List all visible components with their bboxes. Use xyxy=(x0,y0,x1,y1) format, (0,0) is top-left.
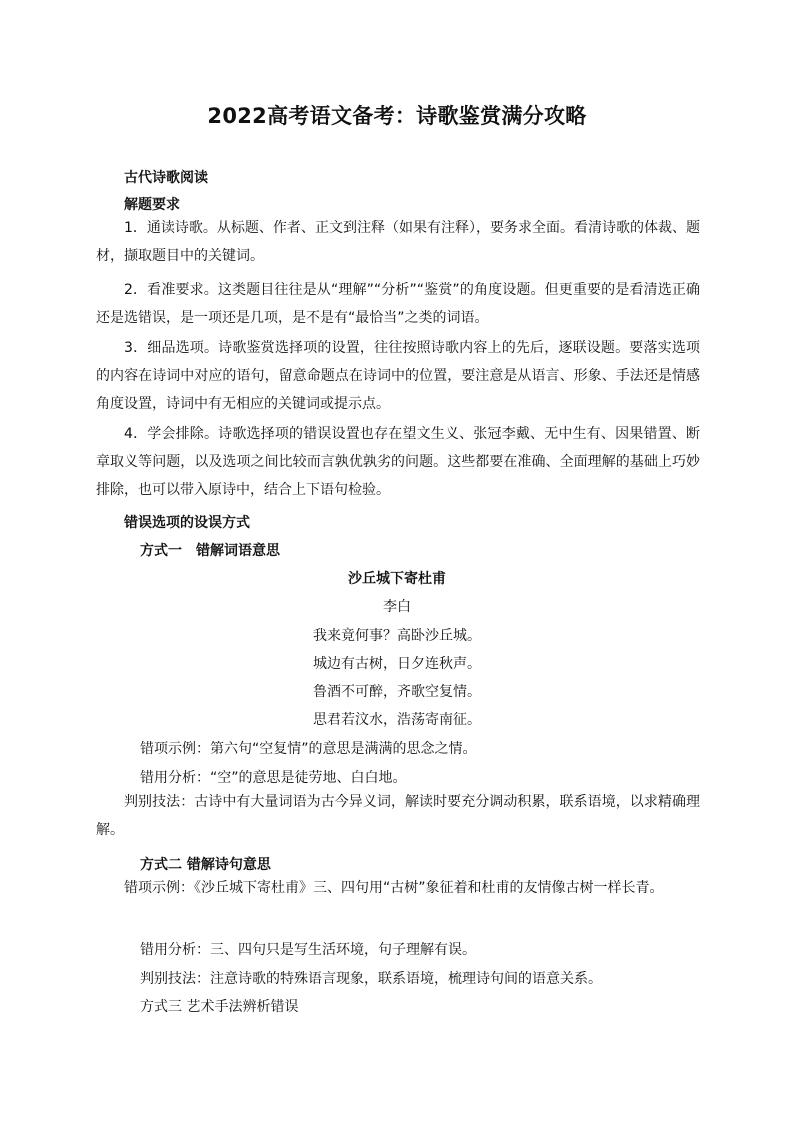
method-1-example: 错项示例：第六句“空复情”的意思是满满的思念之情。 xyxy=(140,741,477,757)
poem-line: 城边有古树，日夕连秋声。 xyxy=(313,656,481,672)
paragraph-4: 4．学会排除。诗歌选择项的错误设置也存在望文生义、张冠李戴、无中生有、因果错置、断章取义等问题，以及选项之间比较而言孰优孰劣的问题。这些都要在准确、全面理解的基础上巧妙排除，也可以带入原诗中，结合上下语句检验。 xyxy=(96,426,700,498)
subheading-error-methods: 错误选项的设误方式 xyxy=(124,515,250,531)
section-heading: 古代诗歌阅读 xyxy=(124,170,208,186)
method-2-analysis: 错用分析：三、四句只是写生活环境，句子理解有误。 xyxy=(140,942,476,958)
method-2-heading: 方式二 错解诗句意思 xyxy=(140,857,271,873)
poem-title: 沙丘城下寄杜甫 xyxy=(348,571,446,587)
method-3-heading: 方式三 艺术手法辨析错误 xyxy=(140,999,299,1015)
poem-line: 思君若汶水，浩荡寄南征。 xyxy=(313,712,481,728)
method-1-tip: 判别技法：古诗中有大量词语为古今异义词，解读时要充分调动积累，联系语境，以求精确理解。 xyxy=(96,794,700,838)
method-1-heading: 方式一 错解词语意思 xyxy=(140,543,280,559)
method-2-tip: 判别技法：注意诗歌的特殊语言现象，联系语境，梳理诗句间的语意关系。 xyxy=(140,971,602,987)
subheading-requirements: 解题要求 xyxy=(124,197,180,213)
paragraph-1: 1．通读诗歌。从标题、作者、正文到注释（如果有注释），要务求全面。看清诗歌的体裁、题材，撷取题目中的关键词。 xyxy=(96,220,700,264)
paragraph-3: 3．细品选项。诗歌鉴赏选择项的设置，往往按照诗歌内容上的先后，逐联设题。要落实选项的内容在诗词中对应的语句，留意命题点在诗词中的位置，要注意是从语言、形象、手法还是情感角度设置，诗词中有无相应的关键词或提示点。 xyxy=(96,340,700,412)
method-2-example: 错项示例：《沙丘城下寄杜甫》三、四句用“古树”象征着和杜甫的友情像古树一样长青。 xyxy=(124,880,664,896)
page-title: 2022高考语文备考：诗歌鉴赏满分攻略 xyxy=(207,104,587,128)
poem-author: 李白 xyxy=(383,599,411,615)
poem-line: 鲁酒不可醉，齐歌空复情。 xyxy=(313,684,481,700)
poem-line: 我来竟何事？高卧沙丘城。 xyxy=(313,628,481,644)
paragraph-2: 2．看准要求。这类题目往往是从“理解”“分析”“鉴赏”的角度设题。但更重要的是看清选正确还是选错误，是一项还是几项，是不是有“最恰当”之类的词语。 xyxy=(96,282,700,326)
method-1-analysis: 错用分析：“空”的意思是徒劳地、白白地。 xyxy=(140,770,407,786)
